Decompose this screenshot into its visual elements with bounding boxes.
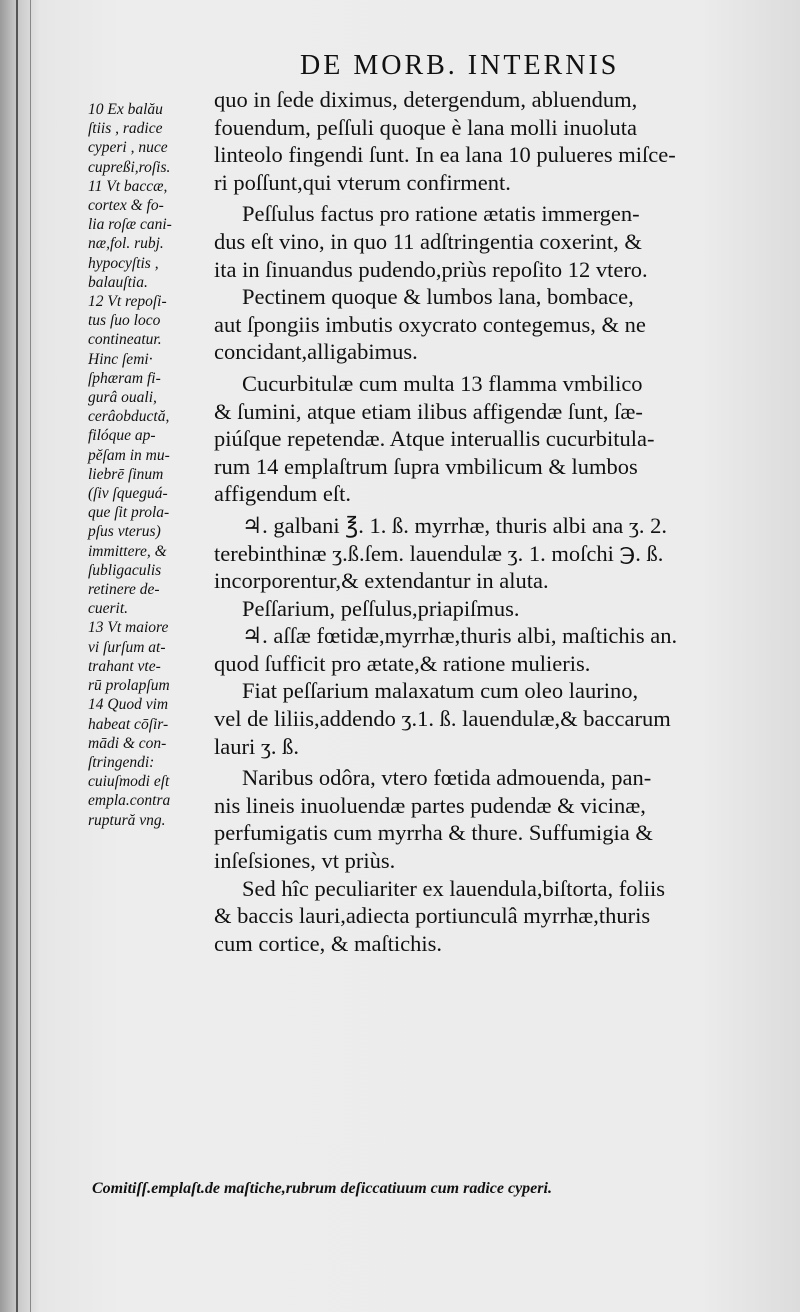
- text-line: inſeſsiones, vt priùs.: [214, 848, 396, 874]
- text-line: Cucurbitulæ cum multa 13 flamma vmbilico: [242, 370, 643, 396]
- margin-note-line: ſtringendi:: [88, 753, 155, 771]
- margin-note-line: (ſiv ſqueguá-: [88, 485, 168, 503]
- text-line: piúſque repetendæ. Atque interuallis cucurbitula-: [214, 426, 655, 452]
- text-line: Peſſarium, peſſulus,priapiſmus.: [242, 595, 520, 621]
- margin-note-line: cupreßi,roſis.: [88, 158, 171, 176]
- margin-note-line: pĕſam in mu-: [88, 446, 170, 464]
- footer-note: Comitiſſ.emplaſt.de maſtiche,rubrum deſiccatiuum cum radice cyperi.: [92, 1180, 552, 1197]
- text-line: & baccis lauri,adiecta portiunculâ myrrhæ,thuris: [214, 903, 651, 929]
- margin-note-line: næ,fol. rubj.: [88, 235, 164, 253]
- text-line: Fiat peſſarium malaxatum cum oleo laurino,: [242, 678, 639, 704]
- recipe-line: ♃. galbani ℥. 1. ß. myrrhæ, thuris albi ana ʒ. 2.: [242, 512, 667, 538]
- recipe-line: incorporentur,& extendantur in aluta.: [214, 568, 549, 594]
- main-text: [214, 86, 774, 957]
- text-line: fouendum, peſſuli quoque è lana molli inuoluta: [214, 114, 638, 140]
- text-line: Sed hîc peculiariter ex lauendula,biſtorta, foliis: [242, 875, 665, 901]
- margin-note-line: ſphæram fi-: [88, 369, 161, 387]
- text-line: lauri ʒ. ß.: [214, 733, 299, 759]
- margin-note-line: ruptură vng.: [88, 811, 166, 829]
- margin-note-line: liebrē ſinum: [88, 465, 164, 483]
- margin-note-line: 11 Vt baccæ,: [88, 177, 168, 195]
- margin-note-line: 14 Quod vim: [88, 696, 169, 714]
- text-line: linteolo fingendi ſunt. In ea lana 10 pulueres miſce-: [214, 142, 676, 168]
- text-line: & ſumini, atque etiam ilibus affigendæ ſunt, ſæ-: [214, 398, 643, 424]
- margin-note-line: lia roſæ cani-: [88, 216, 172, 234]
- margin-note-line: ſtiis , radice: [88, 120, 163, 138]
- margin-note-line: cuiuſmodi eſt: [88, 773, 170, 791]
- text-line: Pectinem quoque & lumbos lana, bombace,: [242, 284, 634, 310]
- page-edge-line: [16, 0, 18, 1312]
- text-line: perfumigatis cum myrrha & thure. Suffumigia &: [214, 820, 653, 846]
- margin-note-line: cortex & fo-: [88, 197, 164, 215]
- margin-note-line: ſubligaculis: [88, 561, 162, 579]
- margin-note-line: 10 Ex balău: [88, 101, 163, 118]
- margin-note-line: tus ſuo loco: [88, 312, 161, 330]
- text-line: affigendum eſt.: [214, 481, 352, 507]
- margin-note-line: balauſtia.: [88, 273, 148, 291]
- text-line: vel de liliis,addendo ʒ.1. ß. lauendulæ,& baccarum: [214, 706, 671, 732]
- text-line: Naribus odôra, vtero fœtida admouenda, pan-: [242, 765, 652, 791]
- recipe-line: ♃. aſſæ fœtidæ,myrrhæ,thuris albi, maſtichis an.: [242, 623, 678, 649]
- recipe-line: quod ſufficit pro ætate,& ratione mulieris.: [214, 650, 591, 676]
- text-line: Peſſulus factus pro ratione ætatis immergen-: [242, 201, 640, 227]
- margin-note-line: trahant vte-: [88, 657, 161, 675]
- recipe-line: terebinthinæ ʒ.ß.ſem. lauendulæ ʒ. 1. moſchi ℈. ß.: [214, 540, 664, 566]
- margin-note-line: filóque ap-: [88, 427, 156, 445]
- text-line: quo in ſede diximus, detergendum, abluendum,: [214, 87, 638, 112]
- text-line: cum cortice, & maſtichis.: [214, 930, 443, 956]
- margin-note-line: mādi & con-: [88, 734, 167, 752]
- margin-note-line: immittere, &: [88, 542, 167, 560]
- margin-note-line: cyperi , nuce: [88, 139, 168, 157]
- text-line: concidant,alligabimus.: [214, 339, 418, 365]
- margin-note-line: pſus vterus): [88, 523, 161, 541]
- text-line: dus eſt vino, in quo 11 adſtringentia coxerint, &: [214, 228, 642, 254]
- margin-note-line: hypocyſtis ,: [88, 254, 159, 272]
- text-line: ita in ſinuandus pudendo,priùs repoſito 12 vtero.: [214, 256, 648, 282]
- margin-note-line: contineatur.: [88, 331, 162, 349]
- margin-note-line: retinere de-: [88, 581, 160, 599]
- margin-note-line: 13 Vt maiore: [88, 619, 169, 637]
- margin-note-line: vi ſurſum at-: [88, 638, 166, 656]
- margin-note-line: habeat cōſir-: [88, 715, 169, 733]
- margin-note-line: gurâ ouali,: [88, 389, 157, 407]
- text-line: rum 14 emplaſtrum ſupra vmbilicum & lumbos: [214, 453, 638, 479]
- margin-note-line: cerâobductă,: [88, 408, 170, 426]
- margin-note-line: empla.contra: [88, 792, 171, 810]
- running-head: DE MORB. INTERNIS: [300, 50, 620, 81]
- margin-note-line: rū prolapſum: [88, 677, 170, 695]
- margin-note-line: cuerit.: [88, 600, 129, 618]
- margin-note-line: Hinc ſemi·: [88, 350, 153, 368]
- margin-note-line: 12 Vt repoſi-: [88, 293, 167, 311]
- text-line: nis lineis inuoluendæ partes pudendæ & vicinæ,: [214, 792, 646, 818]
- text-line: aut ſpongiis imbutis oxycrato contegemus, & ne: [214, 311, 646, 337]
- text-line: ri poſſunt,qui vterum confirment.: [214, 169, 511, 195]
- page-edge-line: [30, 0, 31, 1312]
- margin-note-line: que ſit prola-: [88, 504, 170, 522]
